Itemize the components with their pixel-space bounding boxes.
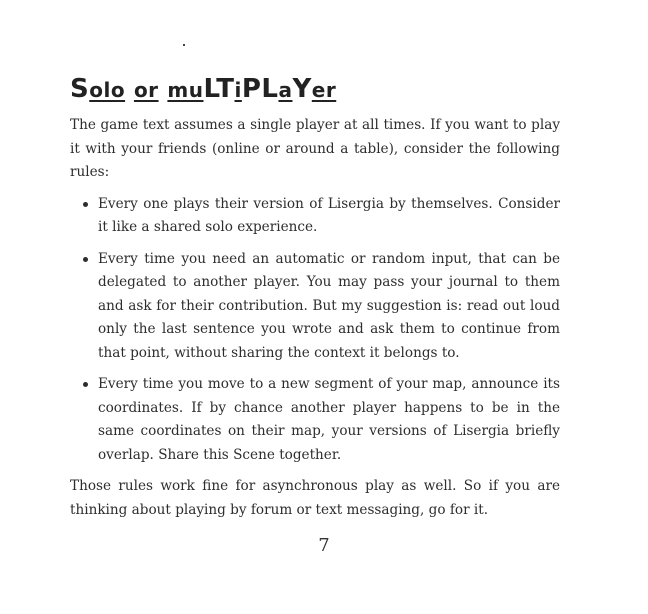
heading-initial: S [70, 74, 90, 104]
heading-word-er: er [311, 78, 337, 102]
rules-list [70, 193, 560, 468]
heading-letters-pl: PL [241, 74, 279, 104]
section-heading [70, 74, 336, 105]
rule-item: Every time you need an automatic or random input, that can be delegated to another player. You may pass your journal to them and ask for their contribution. But my suggestion is: read out loud only the last sentence you wrote and ask them to continue from that point, without sharing the context it belongs to. [98, 248, 560, 366]
rule-item: Every one plays their version of Lisergia by themselves. Consider it like a shared solo experience. [98, 193, 560, 240]
heading-word-solo-rest: olo [89, 78, 126, 102]
stray-ink-mark [183, 44, 185, 46]
heading-word-mu: mu [167, 78, 204, 102]
heading-word-a: a [278, 78, 293, 102]
page-number: 7 [318, 535, 330, 556]
heading-word-i: i [234, 78, 242, 102]
rule-item: Every time you move to a new segment of your map, announce its coordinates. If by chance another player happens to be in the same coordinates on their map, your versions of Lisergia briefly overlap. Share this Scene together. [98, 373, 560, 467]
intro-paragraph: The game text assumes a single player at all times. If you want to play it with your friends (online or around a table), consider the following rules: [70, 117, 560, 180]
closing-paragraph: Those rules work fine for asynchronous play as well. So if you are thinking about playing by forum or text messaging, go for it. [70, 478, 560, 518]
heading-letter-y: Y [292, 74, 312, 104]
section-body [70, 114, 560, 530]
heading-word-or: or [133, 78, 159, 102]
heading-letters-lt: LT [203, 74, 235, 104]
